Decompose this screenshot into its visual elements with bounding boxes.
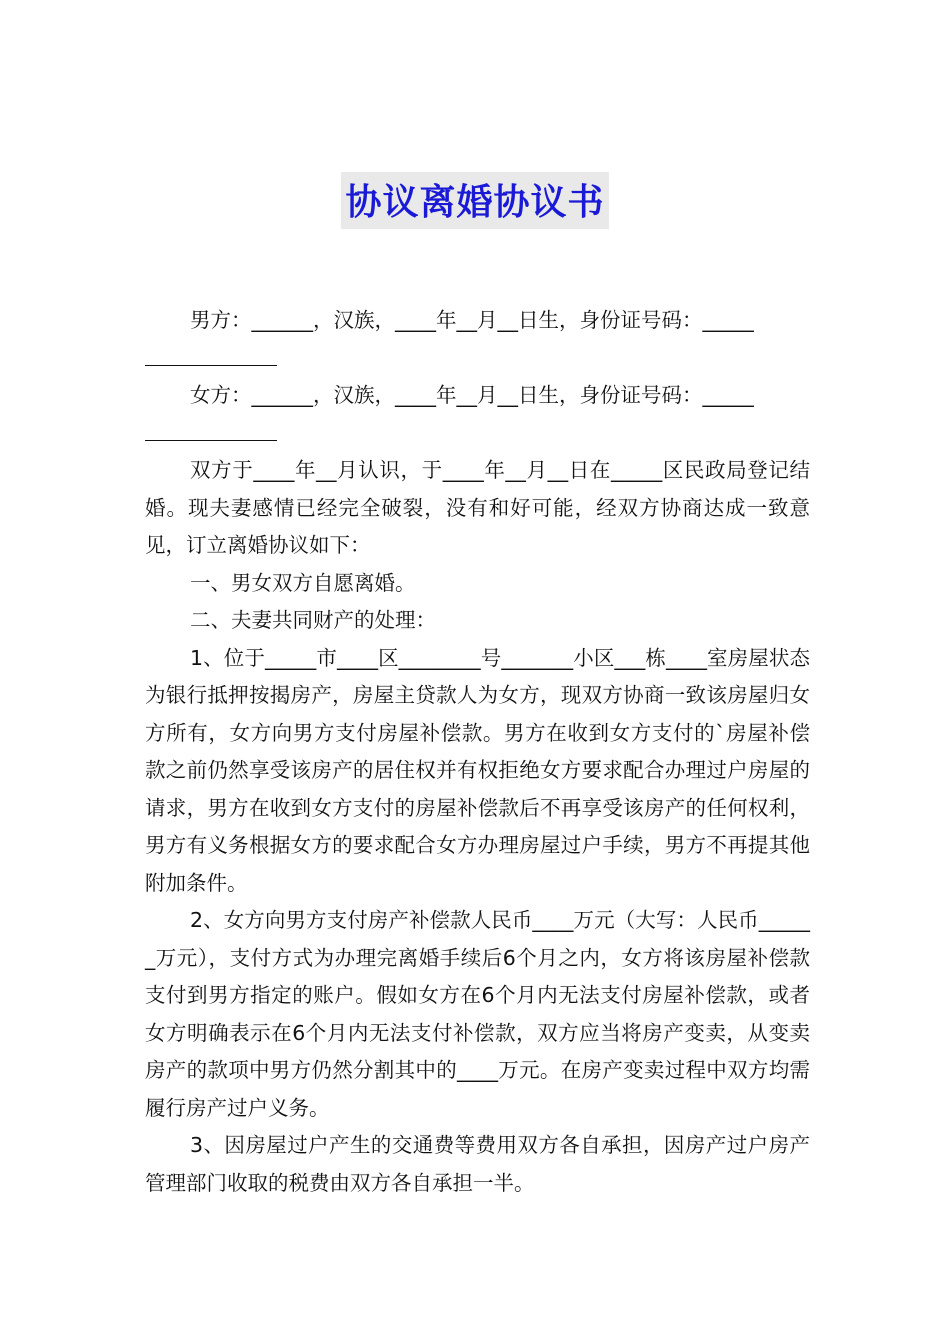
paragraph-property-item-1: 1、位于_____市____区________号_______小区___栋____室房屋状态为银行抵押按揭房产，房屋主贷款人为女方，现双方协商一致该房屋归女方所有，女方向男方支付房屋补偿款。男方在收到女方支付的`房屋补偿款之前仍然享受该房产的居住权并有权拒绝女方要求配合办理过户房屋的请求，男方在收到女方支付的房屋补偿款后不再享受该房产的任何权利，男方有义务根据女方的要求配合女方办理房屋过户手续，男方不再提其他附加条件。 (145, 645, 810, 895)
paragraph-clause-2-heading: 二、夫妻共同财产的处理： (190, 608, 436, 632)
paragraph-property-item-3: 3、因房屋过户产生的交通费等费用双方各自承担，因房产过户房产管理部门收取的税费由双方各自承担一半。 (145, 1133, 810, 1195)
document-body (145, 302, 810, 1202)
title-container (0, 172, 950, 229)
id-number-blank-male (145, 340, 810, 378)
paragraph-male-party: 男方：______，汉族，____年__月__日生，身份证号码：_____ (190, 308, 754, 332)
paragraph-female-party: 女方：______，汉族，____年__月__日生，身份证号码：_____ (190, 383, 754, 407)
id-number-blank-female (145, 415, 810, 453)
paragraph-property-item-2: 2、女方向男方支付房产补偿款人民币____万元（大写：人民币______万元），支付方式为办理完离婚手续后6个月之内，女方将该房屋补偿款支付到男方指定的账户。假如女方在6个月内无法支付房屋补偿款，或者女方明确表示在6个月内无法支付补偿款，双方应当将房产变卖，从变卖房产的款项中男方仍然分割其中的____万元。在房产变卖过程中双方均需履行房产过户义务。 (145, 908, 810, 1120)
document-title: 协议离婚协议书 (341, 172, 608, 229)
paragraph-marriage-background: 双方于____年__月认识，于____年__月__日在_____区民政局登记结婚。现夫妻感情已经完全破裂，没有和好可能，经双方协商达成一致意见，订立离婚协议如下： (145, 458, 810, 557)
paragraph-clause-1: 一、男女双方自愿离婚。 (190, 570, 416, 595)
